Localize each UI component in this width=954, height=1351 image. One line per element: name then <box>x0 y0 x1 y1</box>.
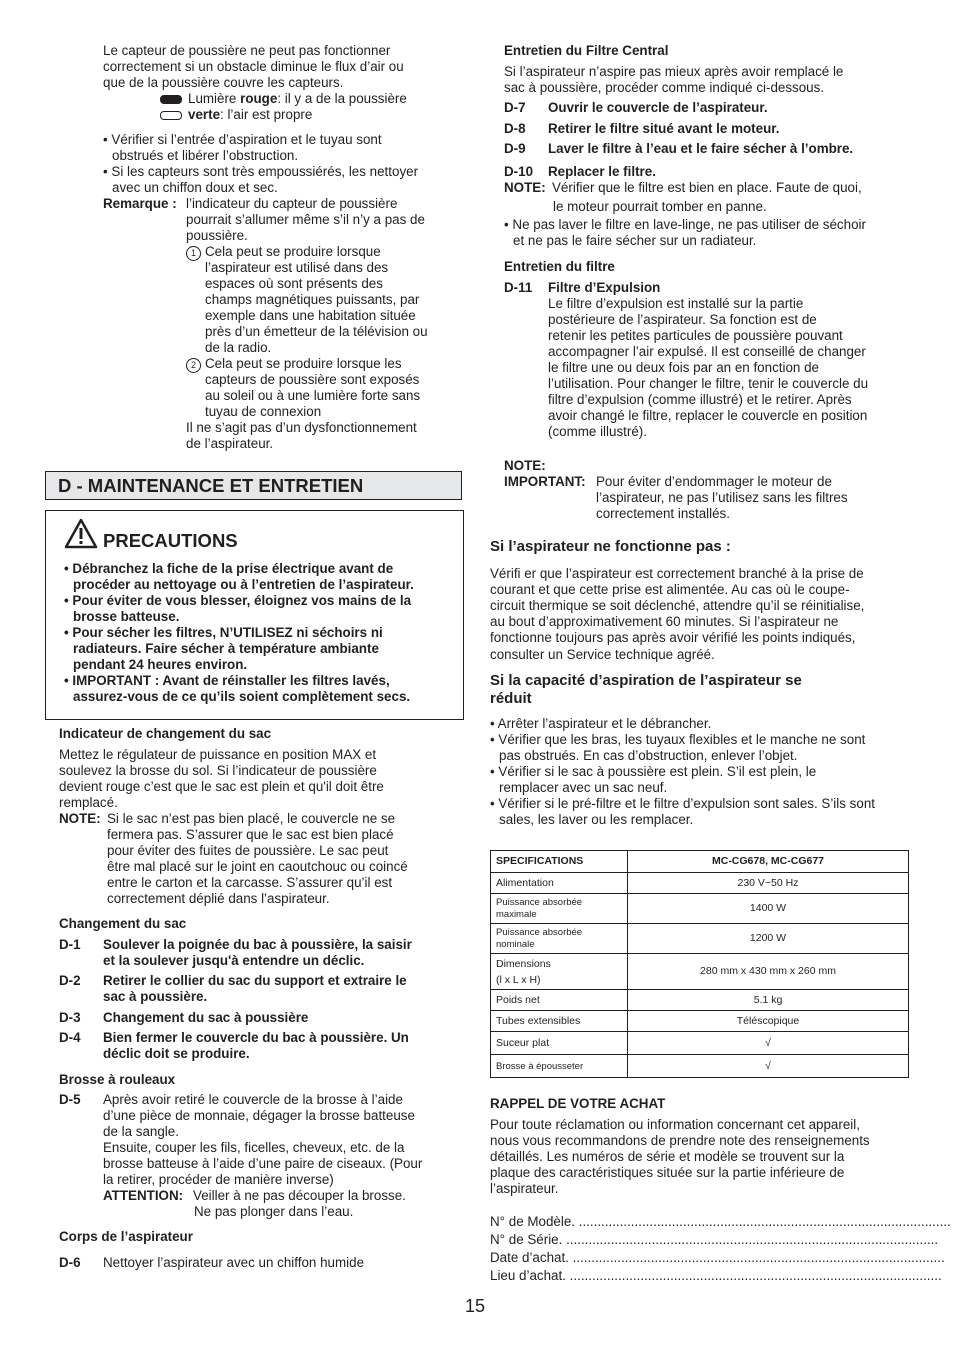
precautions-list <box>64 561 414 705</box>
precautions-box <box>45 510 464 720</box>
important-label: IMPORTANT: <box>504 474 586 489</box>
list-item: • Vérifier si le pré-filtre et le filtre d’expulsion sont sales. S’ils sont sales, les laver ou les remplacer. <box>490 796 875 827</box>
green-led-icon <box>160 111 182 120</box>
precaution-item: • Pour éviter de vous blesser, éloignez vos mains de la brosse batteuse. <box>64 593 412 624</box>
serial-field[interactable]: N° de Série. .................................................................................................... <box>490 1232 939 1247</box>
remarque-label: Remarque : <box>103 196 177 211</box>
fonctionne-text: Vérifi er que l’aspirateur est correctement branché à la prise de courant et que cette prise est alimentée. Au cas où le coupe- circuit thermique se soit déclenché, attendre qu’il se réinitialise, au bout d’approximativement 60 minutes. Si l’aspirateur ne fonctionne toujours pas après avoir vérifié les points indiqués, consulter un Service technique agréé. <box>490 566 865 662</box>
note-label: NOTE: <box>59 811 101 826</box>
remarque-note-1: 1 Cela peut se produire lorsque l’aspirateur est utilisé dans des espaces où sont présents des champs magnétiques puissants, par exemple dans une habitation située près d’un émetteur de la télévision ou de la radio. <box>186 244 428 356</box>
indicateur-text: Mettez le régulateur de puissance en position MAX et soulevez la brosse du sol. Si l’indicateur de poussière devient rouge c’est que le sac est plein et qu'il doit être remplacé. <box>59 747 384 810</box>
number-1-icon: 1 <box>186 246 201 261</box>
table-row: Puissance absorbée maximale 1400 W <box>491 894 909 924</box>
list-item: • Vérifier que les bras, les tuyaux flexibles et le manche ne sont pas obstrués. En cas d’obstruction, enlever l’objet. <box>490 732 866 763</box>
note-text: Si le sac n’est pas bien placé, le couvercle ne se fermera pas. S’assurer que le sac est bien placé pour éviter des fuites de poussière. Le sac peut être mal placé sur le joint en caoutchouc ou coincé entre le carton et la carcasse. S’assurer qu’il est correctement déplié dans l’aspirateur. <box>107 811 408 906</box>
red-led-icon <box>160 95 182 104</box>
filtre-title: Entretien du filtre <box>504 259 615 274</box>
intro-paragraph: Le capteur de poussière ne peut pas fonctionner correctement si un obstacle diminue le flux d’air ou que de la poussière couvre les capteurs. <box>103 43 404 90</box>
note-line-2: le moteur pourrait tomber en panne. <box>553 199 767 214</box>
bullet-clean-sensors: • Si les capteurs sont très empoussiérés, les nettoyer avec un chiffon doux et sec. <box>103 164 419 195</box>
washing-bullet: • Ne pas laver le filtre en lave-linge, ne pas utiliser de séchoir et ne pas le faire sécher sur un radiateur. <box>504 217 866 248</box>
table-row: Puissance absorbée nominale 1200 W <box>491 924 909 954</box>
number-2-icon: 2 <box>186 358 201 373</box>
attention-line-1: Veiller à ne pas découper la brosse. <box>193 1188 406 1203</box>
table-row: Alimentation 230 V~50 Hz <box>491 873 909 894</box>
specifications-table <box>490 850 909 1078</box>
table-row: Tubes extensibles Téléscopique <box>491 1011 909 1032</box>
corps-title: Corps de l’aspirateur <box>59 1229 193 1244</box>
brosse-title: Brosse à rouleaux <box>59 1072 176 1087</box>
model-field[interactable]: N° de Modèle. .................................................................................................... <box>490 1214 951 1229</box>
fonctionne-title: Si l’aspirateur ne fonctionne pas : <box>490 538 731 555</box>
rappel-text: Pour toute réclamation ou information concernant cet appareil, nous vous recommandons de prendre note des renseignements détaillés. Les numéros de série et modèle se trouvent sur la plaque des caractéristiques située sur la partie inférieure de l’aspirateur. <box>490 1117 870 1196</box>
warning-icon <box>64 518 98 549</box>
table-header-row: SPECIFICATIONS MC-CG678, MC-CG677 <box>491 851 909 873</box>
bullet-check-inlet: • Vérifier si l’entrée d’aspiration et le tuyau sont obstrués et libérer l’obstruction. <box>103 132 382 163</box>
changement-title: Changement du sac <box>59 916 187 931</box>
remarque-text: l’indicateur du capteur de poussière pourrait s’allumer même s’il n’y a pas de poussière. <box>186 196 425 243</box>
d11-text: Le filtre d’expulsion est installé sur la partie postérieure de l’aspirateur. Sa fonction est de retenir les petites particules de poussière pouvant accompagner l’air expulsé. Il est conseillé de changer le filtre une ou deux fois par an en fonction de l’utilisation. Pour changer le filtre, tenir le couvercle du filtre d’expulsion (comme illustré) et le retirer. Après avoir changé le filtre, replacer le couvercle en position (comme illustré). <box>548 296 869 439</box>
table-row: Brosse à épousseter √ <box>491 1055 909 1078</box>
rappel-title: RAPPEL DE VOTRE ACHAT <box>490 1096 666 1111</box>
remarque-end: Il ne s’agit pas d’un dysfonctionnement de l’aspirateur. <box>186 420 417 451</box>
purchase-date-field[interactable]: Date d’achat. .................................................................................................... <box>490 1250 945 1265</box>
table-row: Dimensions (l x L x H) 280 mm x 430 mm x 260 mm <box>491 954 909 990</box>
precaution-item: • Débranchez la fiche de la prise électrique avant de procéder au nettoyage ou à l’entretien de l’aspirateur. <box>64 561 414 592</box>
capacite-list <box>490 716 875 828</box>
purchase-place-field[interactable]: Lieu d’achat. .................................................................................................... <box>490 1268 942 1283</box>
page-number: 15 <box>465 1296 486 1316</box>
indicateur-title: Indicateur de changement du sac <box>59 726 272 741</box>
d11-num: D-11 <box>504 280 533 295</box>
table-row: Poids net 5.1 kg <box>491 990 909 1011</box>
precaution-item: • Pour sécher les filtres, N’UTILISEZ ni séchoirs ni radiateurs. Faire sécher à température ambiante pendant 24 heures environ. <box>64 625 383 672</box>
attention-label: ATTENTION: <box>103 1188 184 1203</box>
filtre-central-title: Entretien du Filtre Central <box>504 43 669 58</box>
important-text: Pour éviter d’endommager le moteur de l’aspirateur, ne pas l’utilisez sans les filtres correctement installés. <box>596 474 848 521</box>
table-row: Suceur plat √ <box>491 1032 909 1055</box>
precautions-title: PRECAUTIONS <box>103 530 238 551</box>
note2-label: NOTE: <box>504 458 546 473</box>
attention-line-2: Ne pas plonger dans l’eau. <box>194 1204 354 1219</box>
filtre-central-text: Si l’aspirateur n’aspire pas mieux après avoir remplacé le sac à poussière, procéder comme indiqué ci-dessous. <box>504 64 844 95</box>
led-green-line: verte: l’air est propre <box>160 107 312 123</box>
note-label-right: NOTE: <box>504 180 546 195</box>
section-title: D - MAINTENANCE ET ENTRETIEN <box>45 471 462 500</box>
capacite-title: Si la capacité d’aspiration de l’aspirateur se réduit <box>490 672 802 707</box>
list-item: • Vérifier si le sac à poussière est plein. S’il est plein, le remplacer avec un sac neuf. <box>490 764 817 795</box>
d11-title: Filtre d’Expulsion <box>548 280 661 295</box>
remarque-note-2: 2 Cela peut se produire lorsque les capteurs de poussière sont exposés au soleil ou à une lumière forte sans tuyau de connexion <box>186 356 420 420</box>
note-line-1: Vérifier que le filtre est bien en place. Faute de quoi, <box>552 180 862 195</box>
precaution-item: • IMPORTANT : Avant de réinstaller les filtres lavés, assurez-vous de ce qu’ils soient complètement secs. <box>64 673 411 704</box>
list-item: • Arrêter l’aspirateur et le débrancher. <box>490 716 712 731</box>
led-red-line: Lumière rouge: il y a de la poussière <box>160 91 407 107</box>
